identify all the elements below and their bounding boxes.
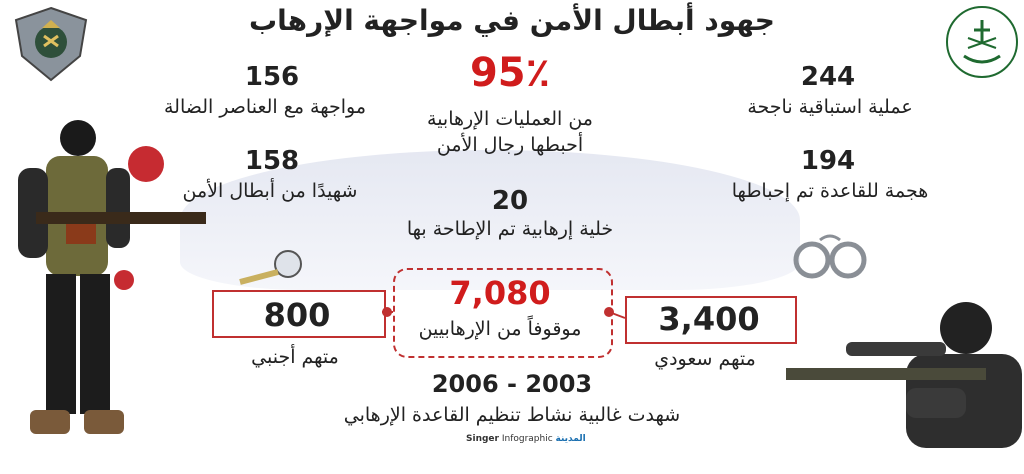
credit-line [466,434,606,444]
masked-gunman-illustration [6,114,206,450]
saudi-accused-label: متهم سعودي [654,348,756,370]
foiled-attacks-value: 194 [800,146,856,176]
cells-value: 20 [491,186,529,216]
connector-dot-right [604,307,614,317]
martyrs-value: 158 [244,146,300,176]
page-title: جهود أبطال الأمن في مواجهة الإرهاب [249,4,775,37]
saudi-accused-value: 3,400 [658,300,760,338]
preemptive-ops-label: عملية استباقية ناجحة [747,96,913,118]
confrontations-value: 156 [244,62,300,92]
connector-dot-left [382,307,392,317]
period-years: 2006 - 2003 [431,370,593,398]
preemptive-ops-value: 244 [800,62,856,92]
credit-type: Infographic [501,434,553,444]
credit-brand: المدينة [555,434,586,444]
confrontations-label: مواجهة مع العناصر الضالة [163,96,367,118]
martyrs-label: شهيدًا من أبطال الأمن [182,180,358,202]
cells-label: خلية إرهابية تم الإطاحة بها [406,218,614,240]
period-label: شهدت غالبية نشاط تنظيم القاعدة الإرهابي [343,404,681,426]
credit-designer: Singer [466,434,499,444]
percent-value: 95٪ [469,50,551,96]
foreign-accused-label: متهم أجنبي [251,346,339,368]
foreign-accused-value: 800 [263,296,331,334]
percent-label-line2: أحبطها رجال الأمن [436,134,584,156]
percent-label-line1: من العمليات الإرهابية [427,108,593,130]
detained-total-label: موقوفاً من الإرهابيين [418,318,582,340]
detained-total-value: 7,080 [449,274,551,312]
foiled-attacks-label: هجمة للقاعدة تم إحباطها [731,180,929,202]
security-sniper-illustration [786,298,1022,448]
